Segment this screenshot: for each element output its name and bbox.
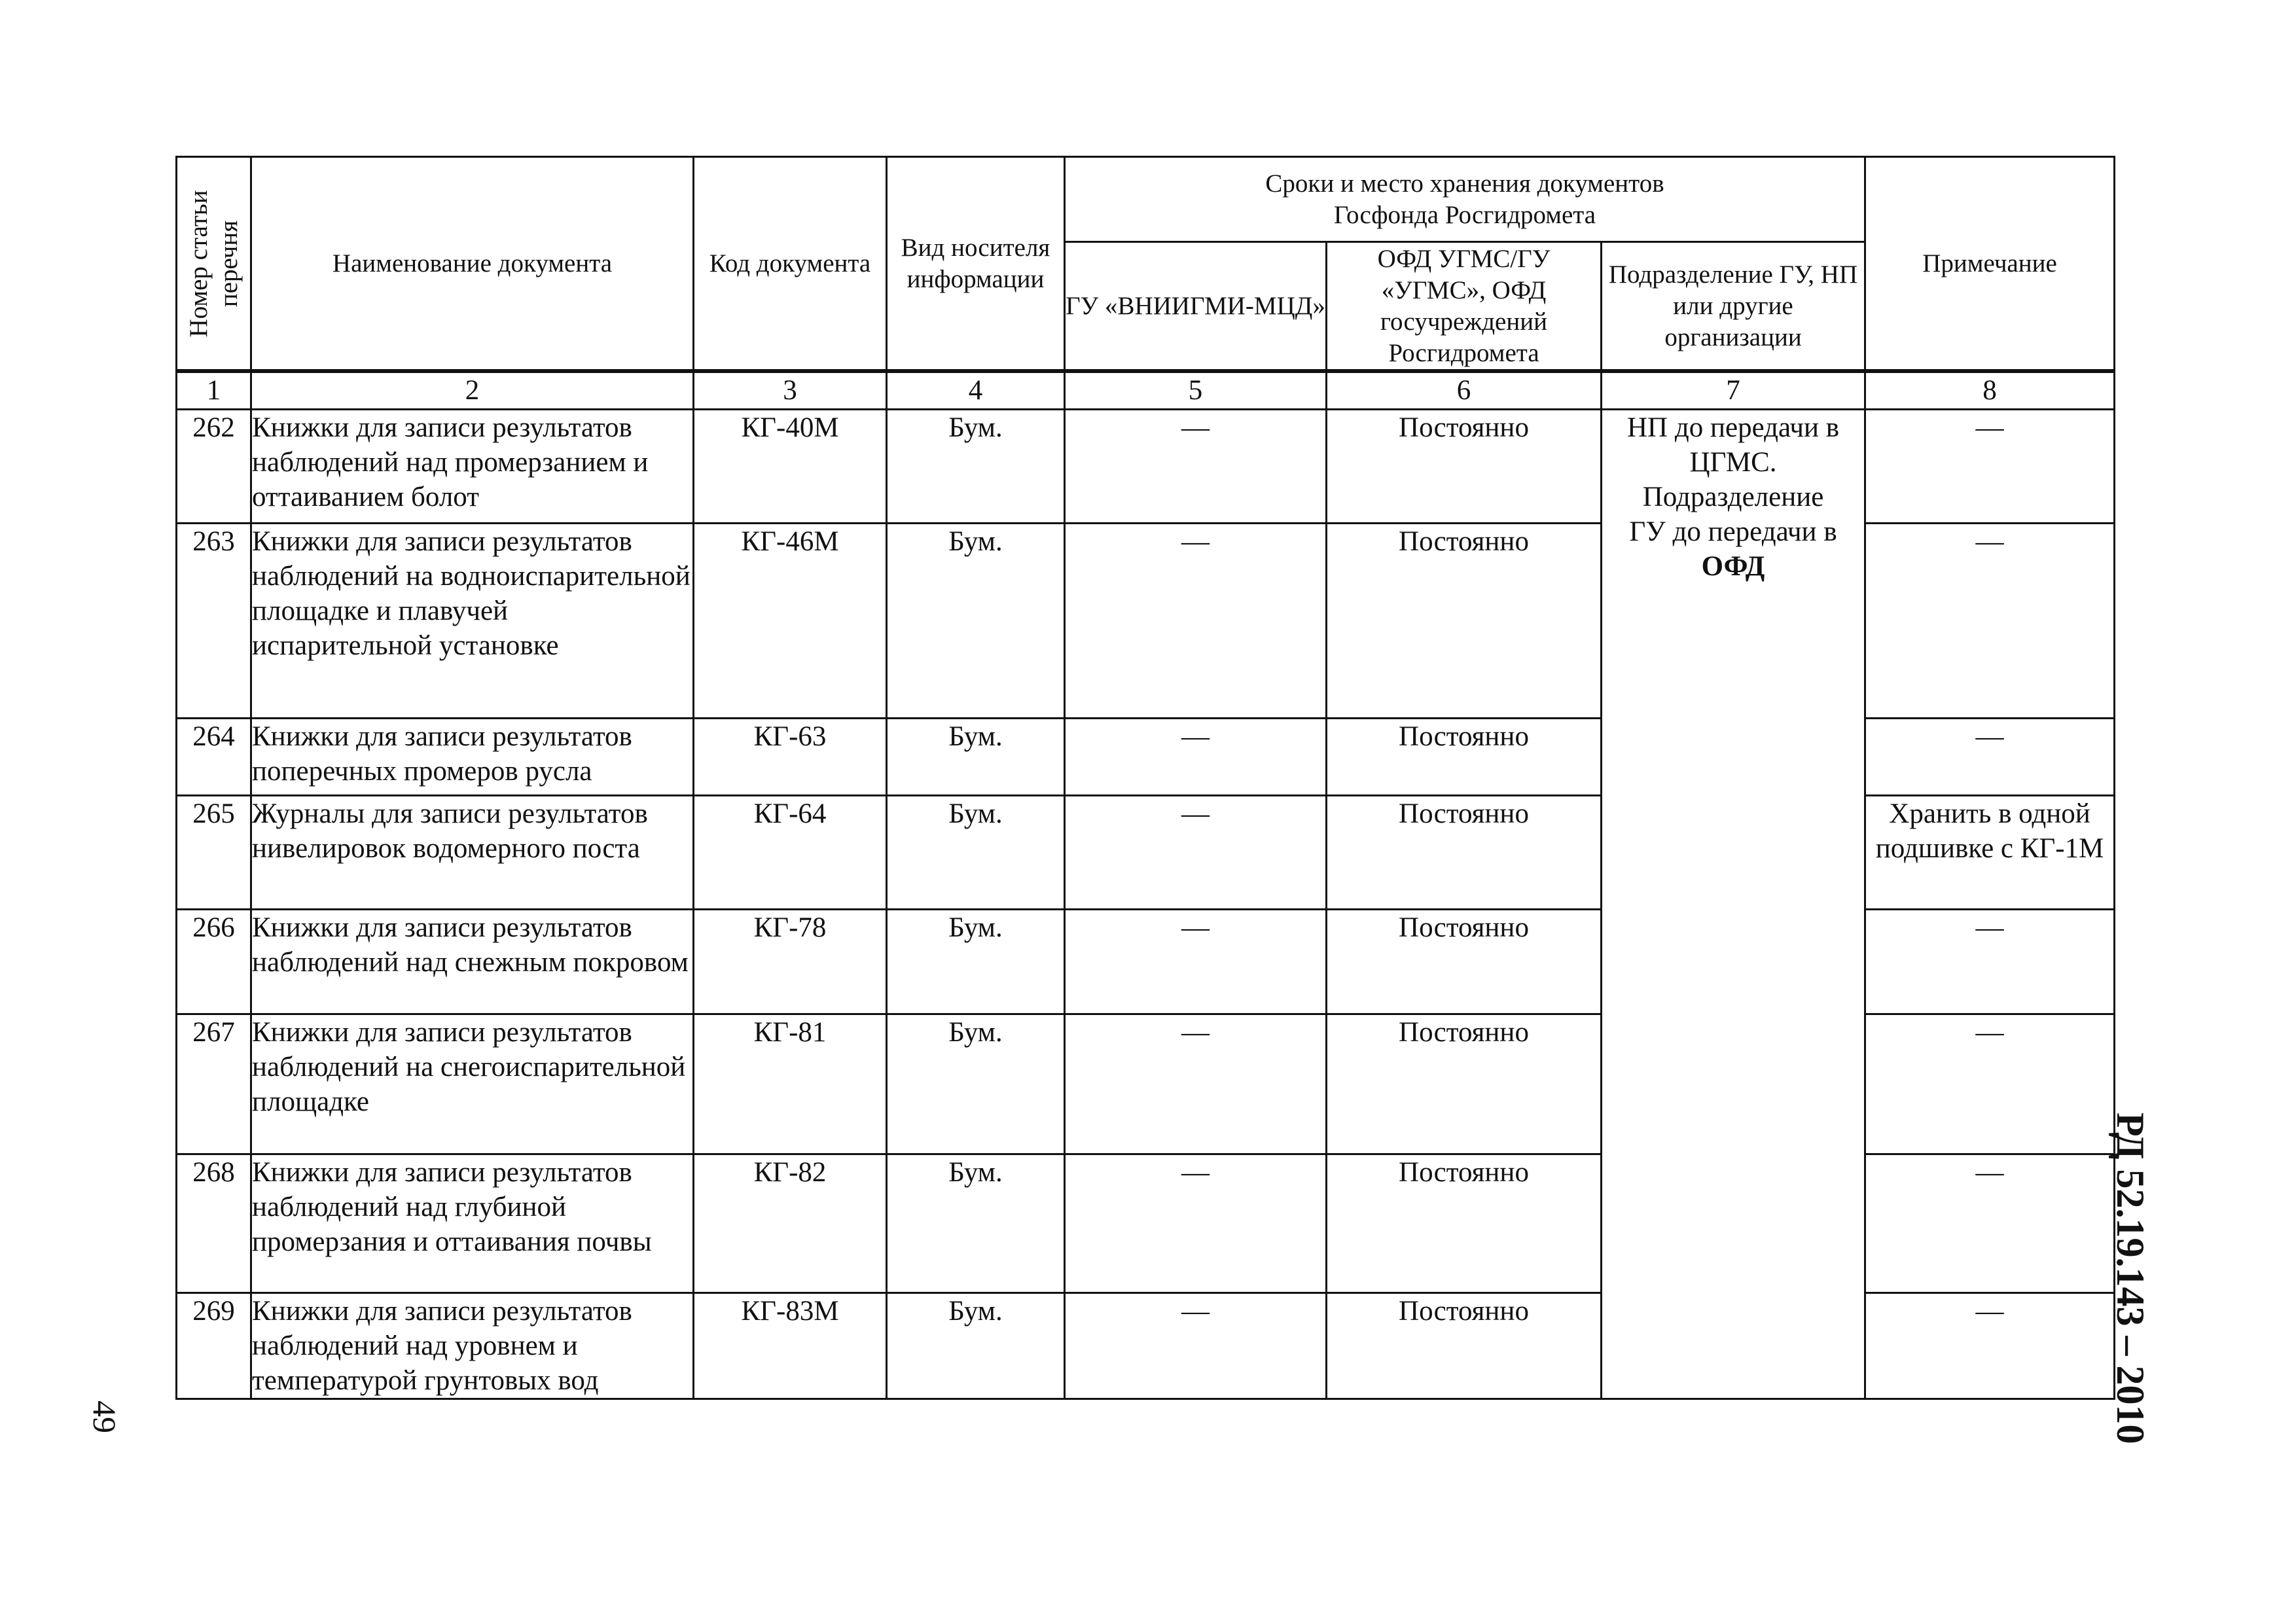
article-number: 263	[177, 524, 251, 719]
column-number: 7	[1602, 372, 1865, 410]
article-number: 267	[177, 1014, 251, 1154]
column-number: 3	[694, 372, 887, 410]
document-code: КГ-78	[694, 910, 887, 1014]
note: —	[1865, 524, 2115, 719]
gu-storage: —	[1065, 910, 1327, 1014]
gu-storage: —	[1065, 1293, 1327, 1399]
division-storage	[1602, 410, 1865, 1399]
ofd-storage: Постоянно	[1327, 719, 1602, 796]
document-name: Книжки для записи результатов наблюдений на водноиспарительной площадке и плавучей испарительной установке	[251, 524, 694, 719]
media-type: Бум.	[887, 524, 1065, 719]
gu-storage: —	[1065, 1154, 1327, 1293]
document-code: КГ-83М	[694, 1293, 887, 1399]
ofd-storage: Постоянно	[1327, 1154, 1602, 1293]
header-article-number-label: Номер статьи перечня	[185, 190, 243, 337]
header-ofd-ugms: ОФД УГМС/ГУ «УГМС», ОФД госучреждений Росгидромета	[1327, 242, 1602, 370]
header-gu-vniigmi: ГУ «ВНИИГМИ-МЦД»	[1065, 242, 1327, 370]
note: —	[1865, 1293, 2115, 1399]
document-name: Книжки для записи результатов наблюдений над промерзанием и оттаиванием болот	[251, 410, 694, 524]
media-type: Бум.	[887, 910, 1065, 1014]
ofd-storage: Постоянно	[1327, 524, 1602, 719]
column-number: 4	[887, 372, 1065, 410]
document-code: КГ-64	[694, 796, 887, 910]
media-type: Бум.	[887, 719, 1065, 796]
document-name: Книжки для записи результатов наблюдений над снежным покровом	[251, 910, 694, 1014]
division-storage-line: ГУ до передачи в	[1629, 516, 1837, 547]
note: —	[1865, 410, 2115, 524]
document-name: Книжки для записи результатов наблюдений над уровнем и температурой грунтовых вод	[251, 1293, 694, 1399]
division-storage-line: ОФД	[1701, 551, 1765, 582]
header-article-number	[177, 157, 251, 370]
article-number: 262	[177, 410, 251, 524]
division-storage-line: ЦГМС.	[1689, 447, 1777, 478]
article-number: 269	[177, 1293, 251, 1399]
table-row	[177, 410, 2115, 524]
document-name: Книжки для записи результатов поперечных промеров русла	[251, 719, 694, 796]
header-division: Подразделение ГУ, НП или другие организации	[1602, 242, 1865, 370]
column-number: 2	[251, 372, 694, 410]
document-code: КГ-63	[694, 719, 887, 796]
note: —	[1865, 1154, 2115, 1293]
records-table	[175, 156, 2115, 1400]
gu-storage: —	[1065, 719, 1327, 796]
ofd-storage: Постоянно	[1327, 1014, 1602, 1154]
column-number: 5	[1065, 372, 1327, 410]
media-type: Бум.	[887, 796, 1065, 910]
column-number-row	[177, 372, 2115, 410]
note: —	[1865, 1014, 2115, 1154]
media-type: Бум.	[887, 410, 1065, 524]
document-code: КГ-40М	[694, 410, 887, 524]
ofd-storage: Постоянно	[1327, 796, 1602, 910]
gu-storage: —	[1065, 1014, 1327, 1154]
header-storage-group-line2: Госфонда Росгидромета	[1333, 200, 1596, 229]
article-number: 264	[177, 719, 251, 796]
page-number: 49	[86, 1400, 123, 1433]
header-document-code: Код документа	[694, 157, 887, 370]
media-type: Бум.	[887, 1293, 1065, 1399]
division-storage-line: НП до передачи в	[1626, 412, 1840, 443]
division-storage-line: Подразделение	[1642, 482, 1824, 512]
gu-storage: —	[1065, 796, 1327, 910]
note: Хранить в одной подшивке с КГ-1М	[1865, 796, 2115, 910]
column-number: 6	[1327, 372, 1602, 410]
header-document-name: Наименование документа	[251, 157, 694, 370]
document-code: КГ-46М	[694, 524, 887, 719]
article-number: 265	[177, 796, 251, 910]
gu-storage: —	[1065, 524, 1327, 719]
media-type: Бум.	[887, 1014, 1065, 1154]
note: —	[1865, 719, 2115, 796]
document-name: Книжки для записи результатов наблюдений на снегоиспарительной площадке	[251, 1014, 694, 1154]
article-number: 266	[177, 910, 251, 1014]
column-number: 1	[177, 372, 251, 410]
document-code: КГ-81	[694, 1014, 887, 1154]
article-number: 268	[177, 1154, 251, 1293]
document-code-title: РД 52.19.143 – 2010	[2109, 1113, 2152, 1444]
ofd-storage: Постоянно	[1327, 1293, 1602, 1399]
document-name: Журналы для записи результатов нивелировок водомерного поста	[251, 796, 694, 910]
gu-storage: —	[1065, 410, 1327, 524]
note: —	[1865, 910, 2115, 1014]
header-storage-group-line1: Сроки и место хранения документов	[1265, 169, 1664, 198]
header-media-type: Вид носителя информации	[887, 157, 1065, 370]
header-storage-group	[1065, 157, 1865, 242]
header-note: Примечание	[1865, 157, 2115, 370]
document-code: КГ-82	[694, 1154, 887, 1293]
column-number: 8	[1865, 372, 2115, 410]
ofd-storage: Постоянно	[1327, 410, 1602, 524]
media-type: Бум.	[887, 1154, 1065, 1293]
ofd-storage: Постоянно	[1327, 910, 1602, 1014]
document-name: Книжки для записи результатов наблюдений над глубиной промерзания и оттаивания почвы	[251, 1154, 694, 1293]
